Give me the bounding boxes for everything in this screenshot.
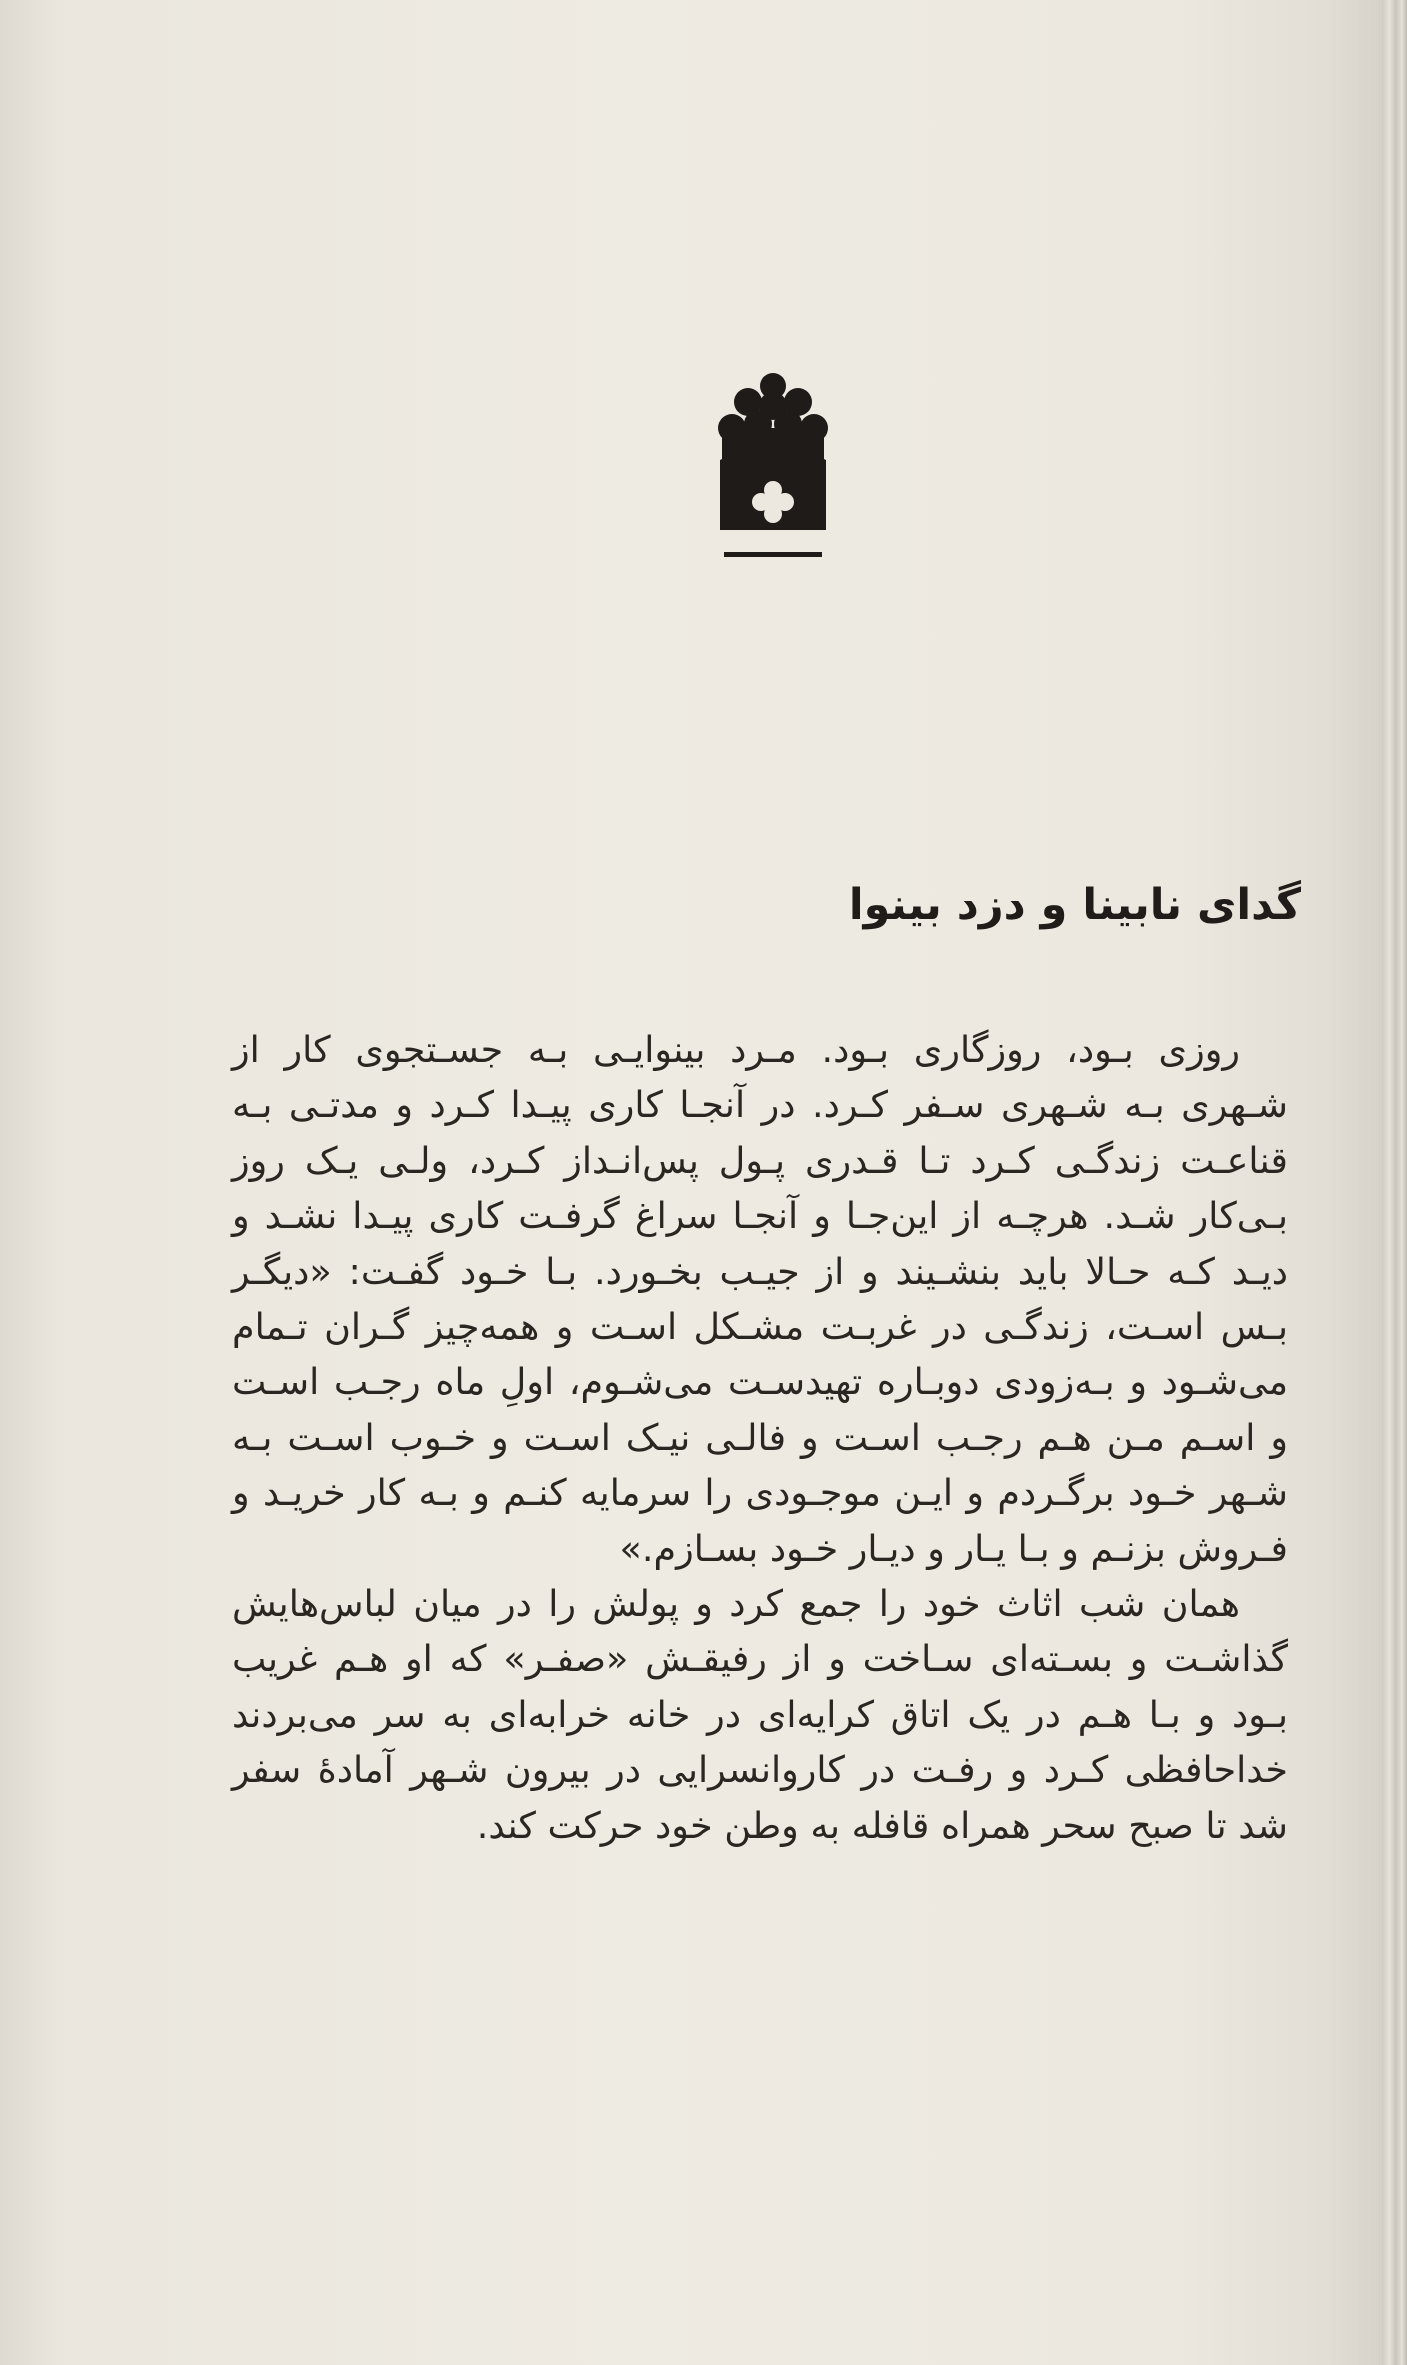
story-paragraph: همان شب اثاث خود را جمع کرد و پولش را در میان لباس‌هایش گذاشـت و بسـته‌ای سـاخت و از رفیقـش «صفـر» که او هـم غریب بـود و بـا هـم در یک اتاق کرایه‌ای در خانه خرابه‌ای به سر می‌بردند خداحافظی کـرد و رفـت در کاروانسرایی در بیرون شـهر آمادۀ سفر شد تا صبح سحر همراه قافله به وطن خود حرکت کند.: [232, 1582, 1288, 1847]
story-body: [232, 1022, 1288, 1853]
story-paragraph: روزی بـود، روزگاری بـود. مـرد بینوایـی بـه جسـتجوی کار از شـهری بـه شـهری سـفر کـرد. در آنجـا کاری پیـدا کـرد و مدتـی بـه قناعـت زندگـی کـرد تـا قـدری پـول پس‌انـداز کـرد، ولـی یـک روز بـی‌کار شـد. هرچـه از این‌جـا و آنجـا سراغ گرفـت کاری پیـدا نشـد و دیـد کـه حـالا باید بنشـیند و از جیـب بخـورد. بـا خـود گفـت: «دیگـر بـس اسـت، زندگـی در غربـت مشـکل اسـت و همه‌چیز گـران تـمام می‌شـود و بـه‌زودی دوبـاره تهیدسـت می‌شـوم، اولِ ماه رجـب اسـت و اسـم مـن هـم رجـب اسـت و فالـی نیـک اسـت و خـوب اسـت بـه شـهر خـود برگـردم و ایـن موجـودی را سرمایه کنـم و بـه کار خریـد و فـروش بزنـم و بـا یـار و دیـار خـود بسـازم.»: [232, 1028, 1288, 1570]
story-title: گدای نابینا و دزد بینوا: [848, 880, 1301, 930]
page-edge: [1382, 0, 1407, 2365]
house-with-flower-ornament-icon: [718, 372, 828, 572]
spine-crease: [0, 0, 60, 2365]
